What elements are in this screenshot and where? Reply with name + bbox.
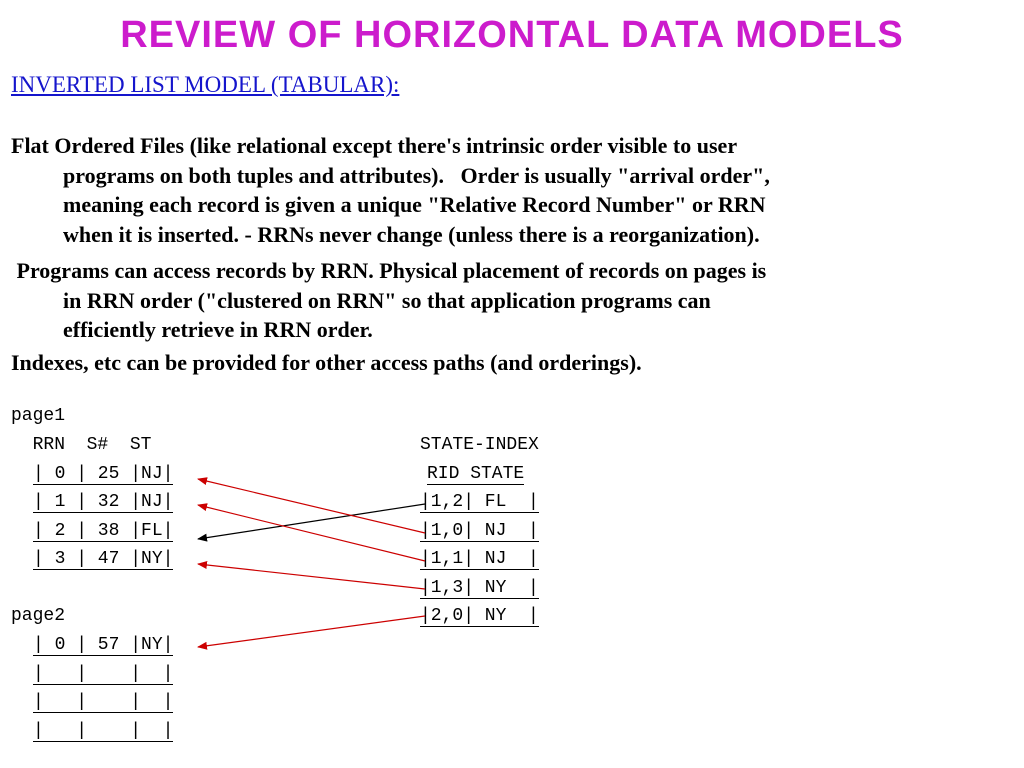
paragraph-line: Indexes, etc can be provided for other access paths (and orderings). — [11, 350, 642, 375]
page2-row-3: | | | | — [33, 721, 174, 741]
state-index-row-0: |1,2| FL | — [420, 492, 539, 512]
paragraph-line: programs on both tuples and attributes). Order is usually "arrival order", — [63, 162, 770, 188]
page1-row-3: | 3 | 47 |NY| — [33, 549, 174, 569]
paragraph-line: Flat Ordered Files (like relational except there's intrinsic order visible to user — [11, 133, 738, 158]
state-index-row-2: |1,1| NJ | — [420, 549, 539, 569]
pointer-arrow-ny-page2 — [198, 616, 425, 647]
paragraph-line: Programs can access records by RRN. Physical placement of records on pages is — [11, 258, 767, 283]
page1-row-2: | 2 | 38 |FL| — [33, 521, 174, 541]
state-index-row-3: |1,3| NY | — [420, 578, 539, 598]
slide-title: REVIEW OF HORIZONTAL DATA MODELS — [120, 14, 904, 56]
state-index-title: STATE-INDEX — [420, 435, 539, 455]
page2-row-0: | 0 | 57 |NY| — [33, 635, 174, 655]
page2-label: page2 — [11, 606, 66, 626]
state-index-header: RID STATE — [427, 464, 525, 484]
pointer-arrow-nj-0 — [198, 479, 425, 533]
page1-label: page1 — [11, 406, 66, 426]
paragraph-line: efficiently retrieve in RRN order. — [63, 317, 373, 342]
section-heading[interactable]: INVERTED LIST MODEL (TABULAR): — [11, 72, 400, 97]
page1-row-1: | 1 | 32 |NJ| — [33, 492, 174, 512]
state-index-row-1: |1,0| NJ | — [420, 521, 539, 541]
page1-header: RRN S# ST — [11, 435, 152, 455]
paragraph-line: in RRN order ("clustered on RRN" so that application programs can — [63, 287, 711, 313]
page1-row-0: | 0 | 25 |NJ| — [33, 464, 174, 484]
paragraph-line: meaning each record is given a unique "Relative Record Number" or RRN — [63, 192, 766, 217]
pointer-arrow-ny-3 — [198, 564, 425, 589]
page2-row-1: | | | | — [33, 664, 174, 684]
pointer-arrow-nj-1 — [198, 505, 425, 561]
state-index-row-4: |2,0| NY | — [420, 606, 539, 626]
paragraph-line: when it is inserted. - RRNs never change (unless there is a reorganization). — [63, 221, 760, 247]
page2-row-2: | | | | — [33, 692, 174, 712]
pointer-arrow-fl — [198, 504, 425, 539]
